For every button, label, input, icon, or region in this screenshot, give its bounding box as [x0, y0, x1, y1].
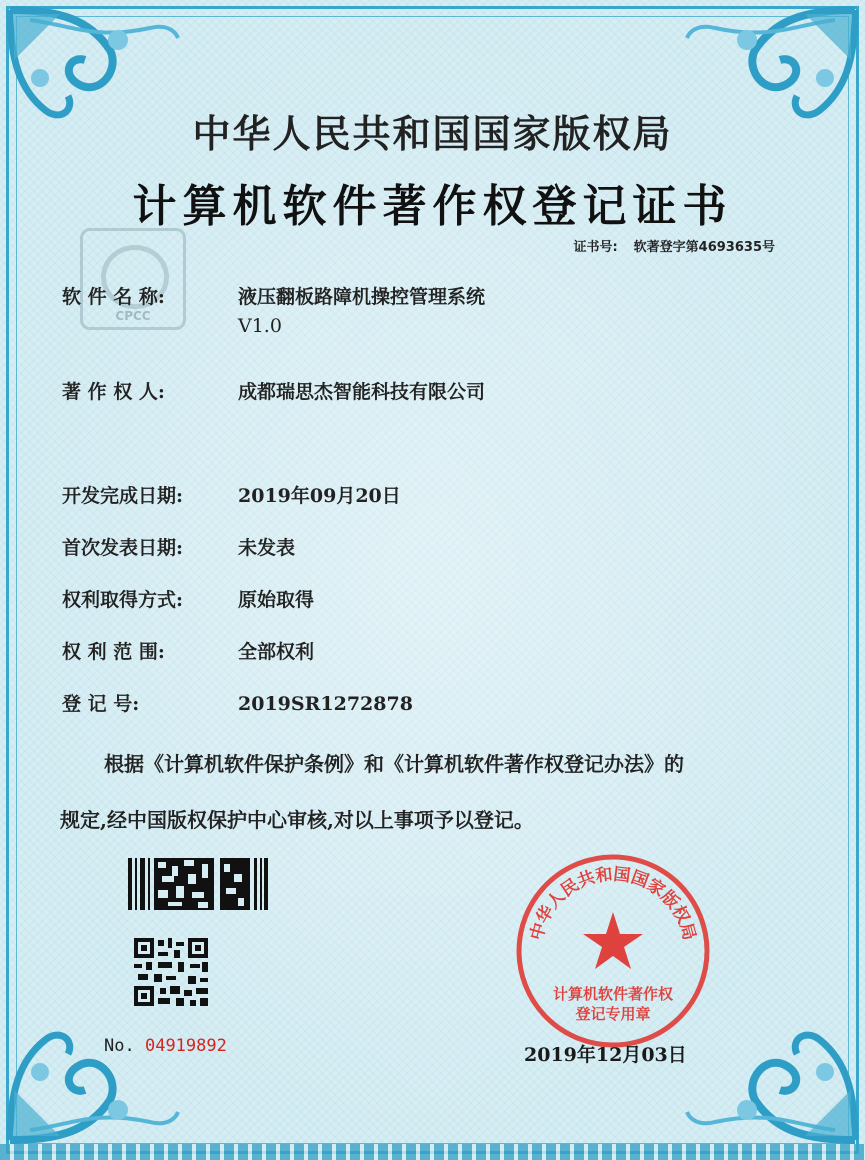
completion-date-label: 开发完成日期:: [62, 485, 184, 507]
first-publication-date-value: 未发表: [238, 537, 296, 559]
software-name-label: 软 件 名 称:: [62, 286, 165, 308]
rights-scope-label: 权 利 范 围:: [62, 641, 165, 663]
completion-date-value: 2019年09月20日: [238, 485, 401, 507]
seal-star-icon: [583, 912, 643, 969]
qr-code-icon: [134, 938, 208, 1006]
watermark-text: CPCC: [115, 309, 151, 323]
field-software-name: [62, 282, 485, 337]
copyright-owner-value: 成都瑞思杰智能科技有限公司: [238, 381, 486, 403]
rights-scope-value: 全部权利: [238, 641, 315, 663]
first-publication-date-label: 首次发表日期:: [62, 537, 184, 559]
registration-number-label: 登 记 号:: [62, 693, 140, 715]
software-name-value: 液压翻板路障机操控管理系统: [238, 286, 486, 308]
certificate-number-value: 软著登字第4693635号: [633, 240, 775, 255]
acquisition-method-value: 原始取得: [238, 589, 315, 611]
field-acquisition-method: [62, 585, 314, 612]
statement-line-1: 根据《计算机软件保护条例》和《计算机软件著作权登记办法》的: [104, 752, 684, 776]
certificate-number: [573, 236, 775, 255]
acquisition-method-label: 权利取得方式:: [62, 589, 184, 611]
field-first-publication-date: [62, 533, 295, 560]
certificate-title: 计算机软件著作权登记证书: [132, 181, 733, 232]
field-registration-number: [62, 689, 413, 716]
serial-number: [104, 1036, 227, 1056]
certificate-number-label: 证书号:: [573, 240, 618, 255]
barcode-icon: [128, 858, 268, 910]
serial-prefix: No.: [104, 1036, 135, 1056]
copyright-owner-label: 著 作 权 人:: [62, 381, 165, 403]
official-seal-icon: [514, 852, 712, 1050]
serial-number-value: 04919892: [144, 1036, 227, 1056]
field-rights-scope: [62, 637, 314, 664]
issue-date: 2019年12月03日: [524, 1044, 687, 1066]
issuing-authority: 中华人民共和国国家版权局: [192, 111, 673, 156]
registration-statement: [60, 736, 810, 848]
field-copyright-owner: [62, 377, 485, 404]
seal-inner-line-2: 登记专用章: [575, 1005, 651, 1023]
seal-inner-line-1: 计算机软件著作权: [552, 985, 674, 1003]
software-version: V1.0: [238, 315, 282, 337]
statement-line-2: 规定,经中国版权保护中心审核,对以上事项予以登记。: [60, 808, 534, 832]
bottom-border-band: [0, 1144, 865, 1160]
corner-ornament-bottom-left: [0, 1010, 185, 1150]
seal-outer-text: 中华人民共和国国家版权局: [526, 864, 700, 943]
field-completion-date: [62, 481, 401, 508]
registration-number-value: 2019SR1272878: [238, 693, 413, 715]
